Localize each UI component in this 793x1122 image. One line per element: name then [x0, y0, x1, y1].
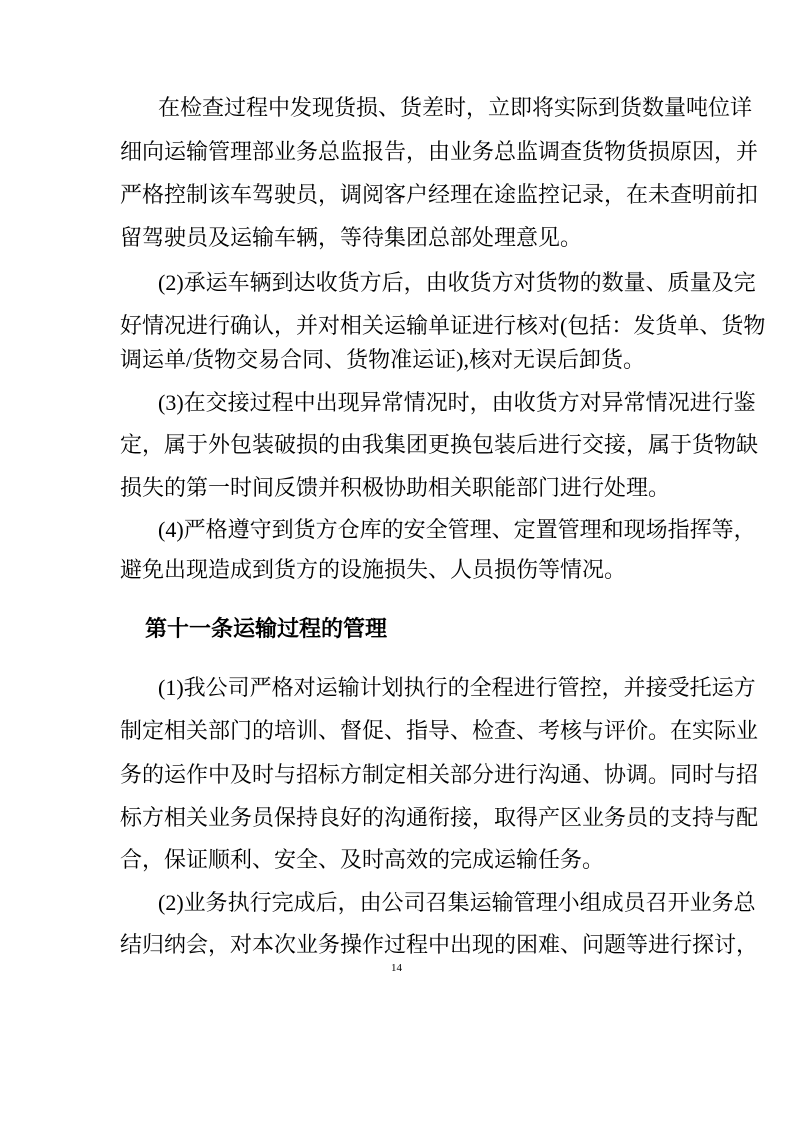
section-heading: 第十一条运输过程的管理	[145, 617, 388, 642]
paragraph-line: (2)承运车辆到达收货方后，由收货方对货物的数量、质量及完	[158, 270, 756, 295]
paragraph-line: (4)严格遵守到货方仓库的安全管理、定置管理和现场指挥等，	[158, 517, 756, 542]
paragraph-line: (1)我公司严格对运输计划执行的全程进行管控，并接受托运方	[158, 675, 756, 700]
paragraph-line: 务的运作中及时与招标方制定相关部分进行沟通、协调。同时与招	[120, 762, 759, 787]
paragraph-line: 避免出现造成到货方的设施损失、人员损伤等情况。	[120, 557, 627, 582]
paragraph-line: 好情况进行确认，并对相关运输单证进行核对(包括：发货单、货物	[120, 313, 766, 338]
paragraph-line: 合，保证顺利、安全、及时高效的完成运输任务。	[120, 847, 605, 872]
paragraph-line: 定，属于外包装破损的由我集团更换包装后进行交接，属于货物缺	[120, 432, 759, 457]
paragraph-line: (2)业务执行完成后，由公司召集运输管理小组成员召开业务总	[158, 890, 756, 915]
paragraph-line: 损失的第一时间反馈并积极协助相关职能部门进行处理。	[120, 475, 671, 500]
paragraph-line: 标方相关业务员保持良好的沟通衔接，取得产区业务员的支持与配	[120, 805, 759, 830]
paragraph-line: 结归纳会，对本次业务操作过程中出现的困难、问题等进行探讨，	[120, 932, 759, 957]
paragraph-line: 调运单/货物交易合同、货物准运证),核对无误后卸货。	[120, 347, 645, 372]
paragraph-line: 细向运输管理部业务总监报告，由业务总监调查货物货损原因，并	[120, 139, 759, 164]
paragraph-line: (3)在交接过程中出现异常情况时，由收货方对异常情况进行鉴	[158, 390, 756, 415]
page-number: 14	[391, 962, 402, 974]
paragraph-line: 留驾驶员及运输车辆，等待集团总部处理意见。	[120, 225, 583, 250]
paragraph-line: 制定相关部门的培训、督促、指导、检查、考核与评价。在实际业	[120, 718, 759, 743]
paragraph-line: 严格控制该车驾驶员，调阅客户经理在途监控记录，在未查明前扣	[120, 182, 759, 207]
paragraph-line: 在检查过程中发现货损、货差时，立即将实际到货数量吨位详	[158, 95, 753, 120]
